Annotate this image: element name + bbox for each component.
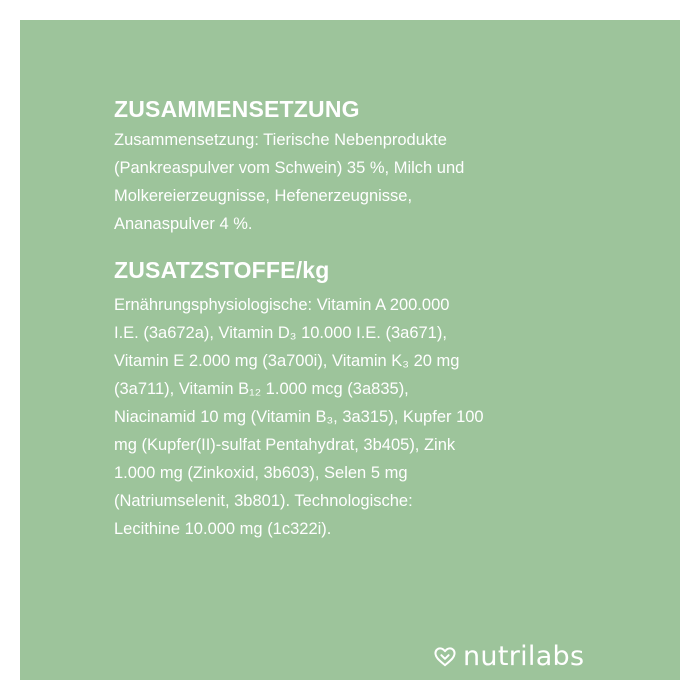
brand-logo: [434, 642, 584, 672]
composition-line: Zusammensetzung: Tierische Nebenprodukte: [114, 131, 447, 149]
additives-line: Ernährungsphysiologische: Vitamin A 200.000: [114, 296, 450, 314]
additives-section: [114, 255, 614, 543]
heart-logo-icon: [434, 647, 456, 667]
composition-line: Ananaspulver 4 %.: [114, 215, 253, 233]
additives-line: mg (Kupfer(II)-sulfat Pentahydrat, 3b405), Zink: [114, 436, 456, 454]
additives-line: (3a711), Vitamin B₁₂ 1.000 mcg (3a835),: [114, 380, 409, 398]
composition-line: Molkereierzeugnisse, Hefenerzeugnisse,: [114, 187, 413, 205]
additives-line: (Natriumselenit, 3b801). Technologische:: [114, 492, 413, 510]
additives-line: Niacinamid 10 mg (Vitamin B₃, 3a315), Kupfer 100: [114, 408, 484, 426]
additives-line: Lecithine 10.000 mg (1c322i).: [114, 520, 332, 538]
additives-line: I.E. (3a672a), Vitamin D₃ 10.000 I.E. (3a671),: [114, 324, 447, 342]
additives-line: Vitamin E 2.000 mg (3a700i), Vitamin K₃ 20 mg: [114, 352, 460, 370]
brand-name: nutrilabs: [463, 641, 585, 672]
additives-line: 1.000 mg (Zinkoxid, 3b603), Selen 5 mg: [114, 464, 408, 482]
composition-section: [114, 94, 614, 238]
composition-line: (Pankreaspulver vom Schwein) 35 %, Milch und: [114, 159, 465, 177]
additives-text: [114, 291, 614, 543]
composition-heading: ZUSAMMENSETZUNG: [114, 96, 360, 122]
product-info-card: [20, 20, 680, 680]
additives-heading: ZUSATZSTOFFE/kg: [114, 257, 330, 283]
composition-text: [114, 126, 614, 238]
